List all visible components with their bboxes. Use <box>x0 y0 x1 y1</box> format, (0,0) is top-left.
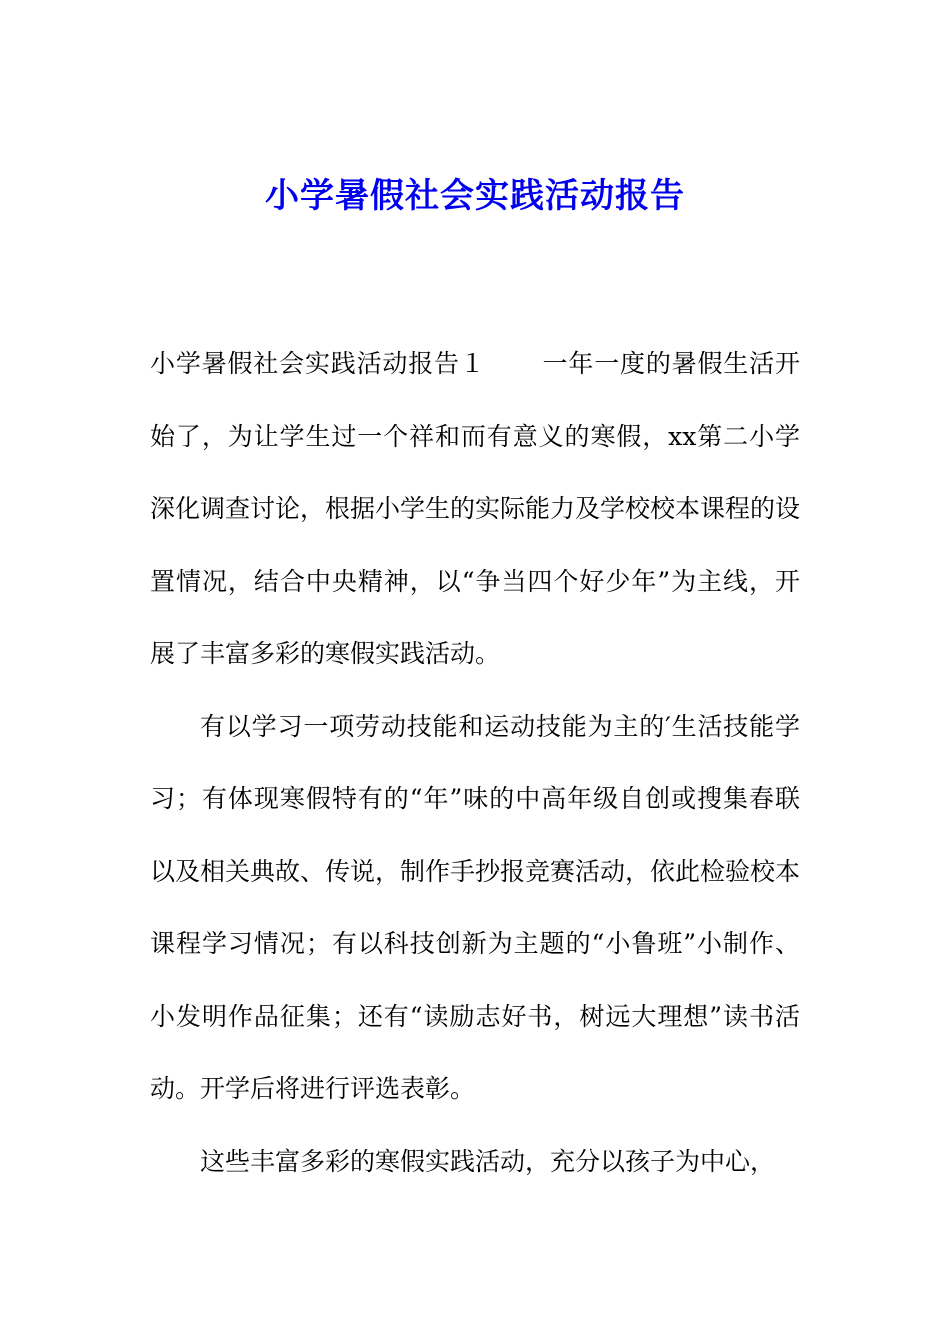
paragraph-3: 这些丰富多彩的寒假实践活动，充分以孩子为中心， <box>200 1146 776 1176</box>
paragraph-1 <box>150 328 800 691</box>
paragraph-1-lead: 小学暑假社会实践活动报告１ <box>150 349 486 378</box>
paragraph-1-text: 一年一度的暑假生活开始了，为让学生过一个祥和而有意义的寒假，xx第二小学深化调查讨论，根据小学生的实际能力及学校校本课程的设置情况，结合中央精神，以“争当四个好少年”为主线，开展了丰富多彩的寒假实践活动。 <box>150 349 801 668</box>
document-body <box>150 328 800 1198</box>
paragraph-2: 有以学习一项劳动技能和运动技能为主的′生活技能学习；有体现寒假特有的“年”味的中高年级自创或搜集春联以及相关典故、传说，制作手抄报竞赛活动，依此检验校本课程学习情况；有以科技创新为主题的“小鲁班”小制作、小发明作品征集；还有“读励志好书，树远大理想”读书活动。开学后将进行评选表彰。 <box>150 711 801 1103</box>
document-title: 小学暑假社会实践活动报告 <box>265 176 685 216</box>
